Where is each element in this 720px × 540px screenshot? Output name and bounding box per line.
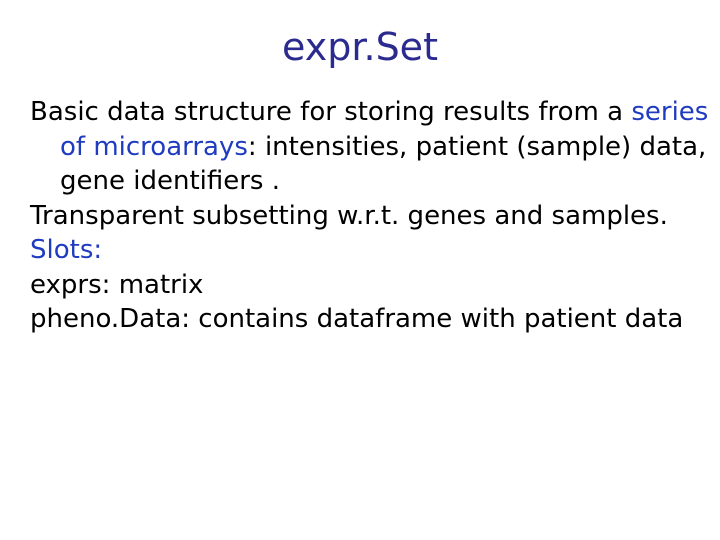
slide-body xyxy=(30,95,710,337)
paragraph-description xyxy=(30,95,710,199)
paragraph-phenodata-slot: pheno.Data: contains dataframe with patient data xyxy=(30,304,684,334)
slide-title: expr.Set xyxy=(282,25,438,69)
paragraph-exprs-slot: exprs: matrix xyxy=(30,269,204,300)
description-highlight: series of microarrays xyxy=(60,97,709,162)
paragraph-slots-heading: Slots: xyxy=(30,235,103,265)
description-text-end: : intensities, patient (sample) data, gene identifiers . xyxy=(60,131,707,196)
paragraph-subsetting: Transparent subsetting w.r.t. genes and samples. xyxy=(30,200,668,231)
description-text-start: Basic data structure for storing results from a xyxy=(30,97,632,127)
